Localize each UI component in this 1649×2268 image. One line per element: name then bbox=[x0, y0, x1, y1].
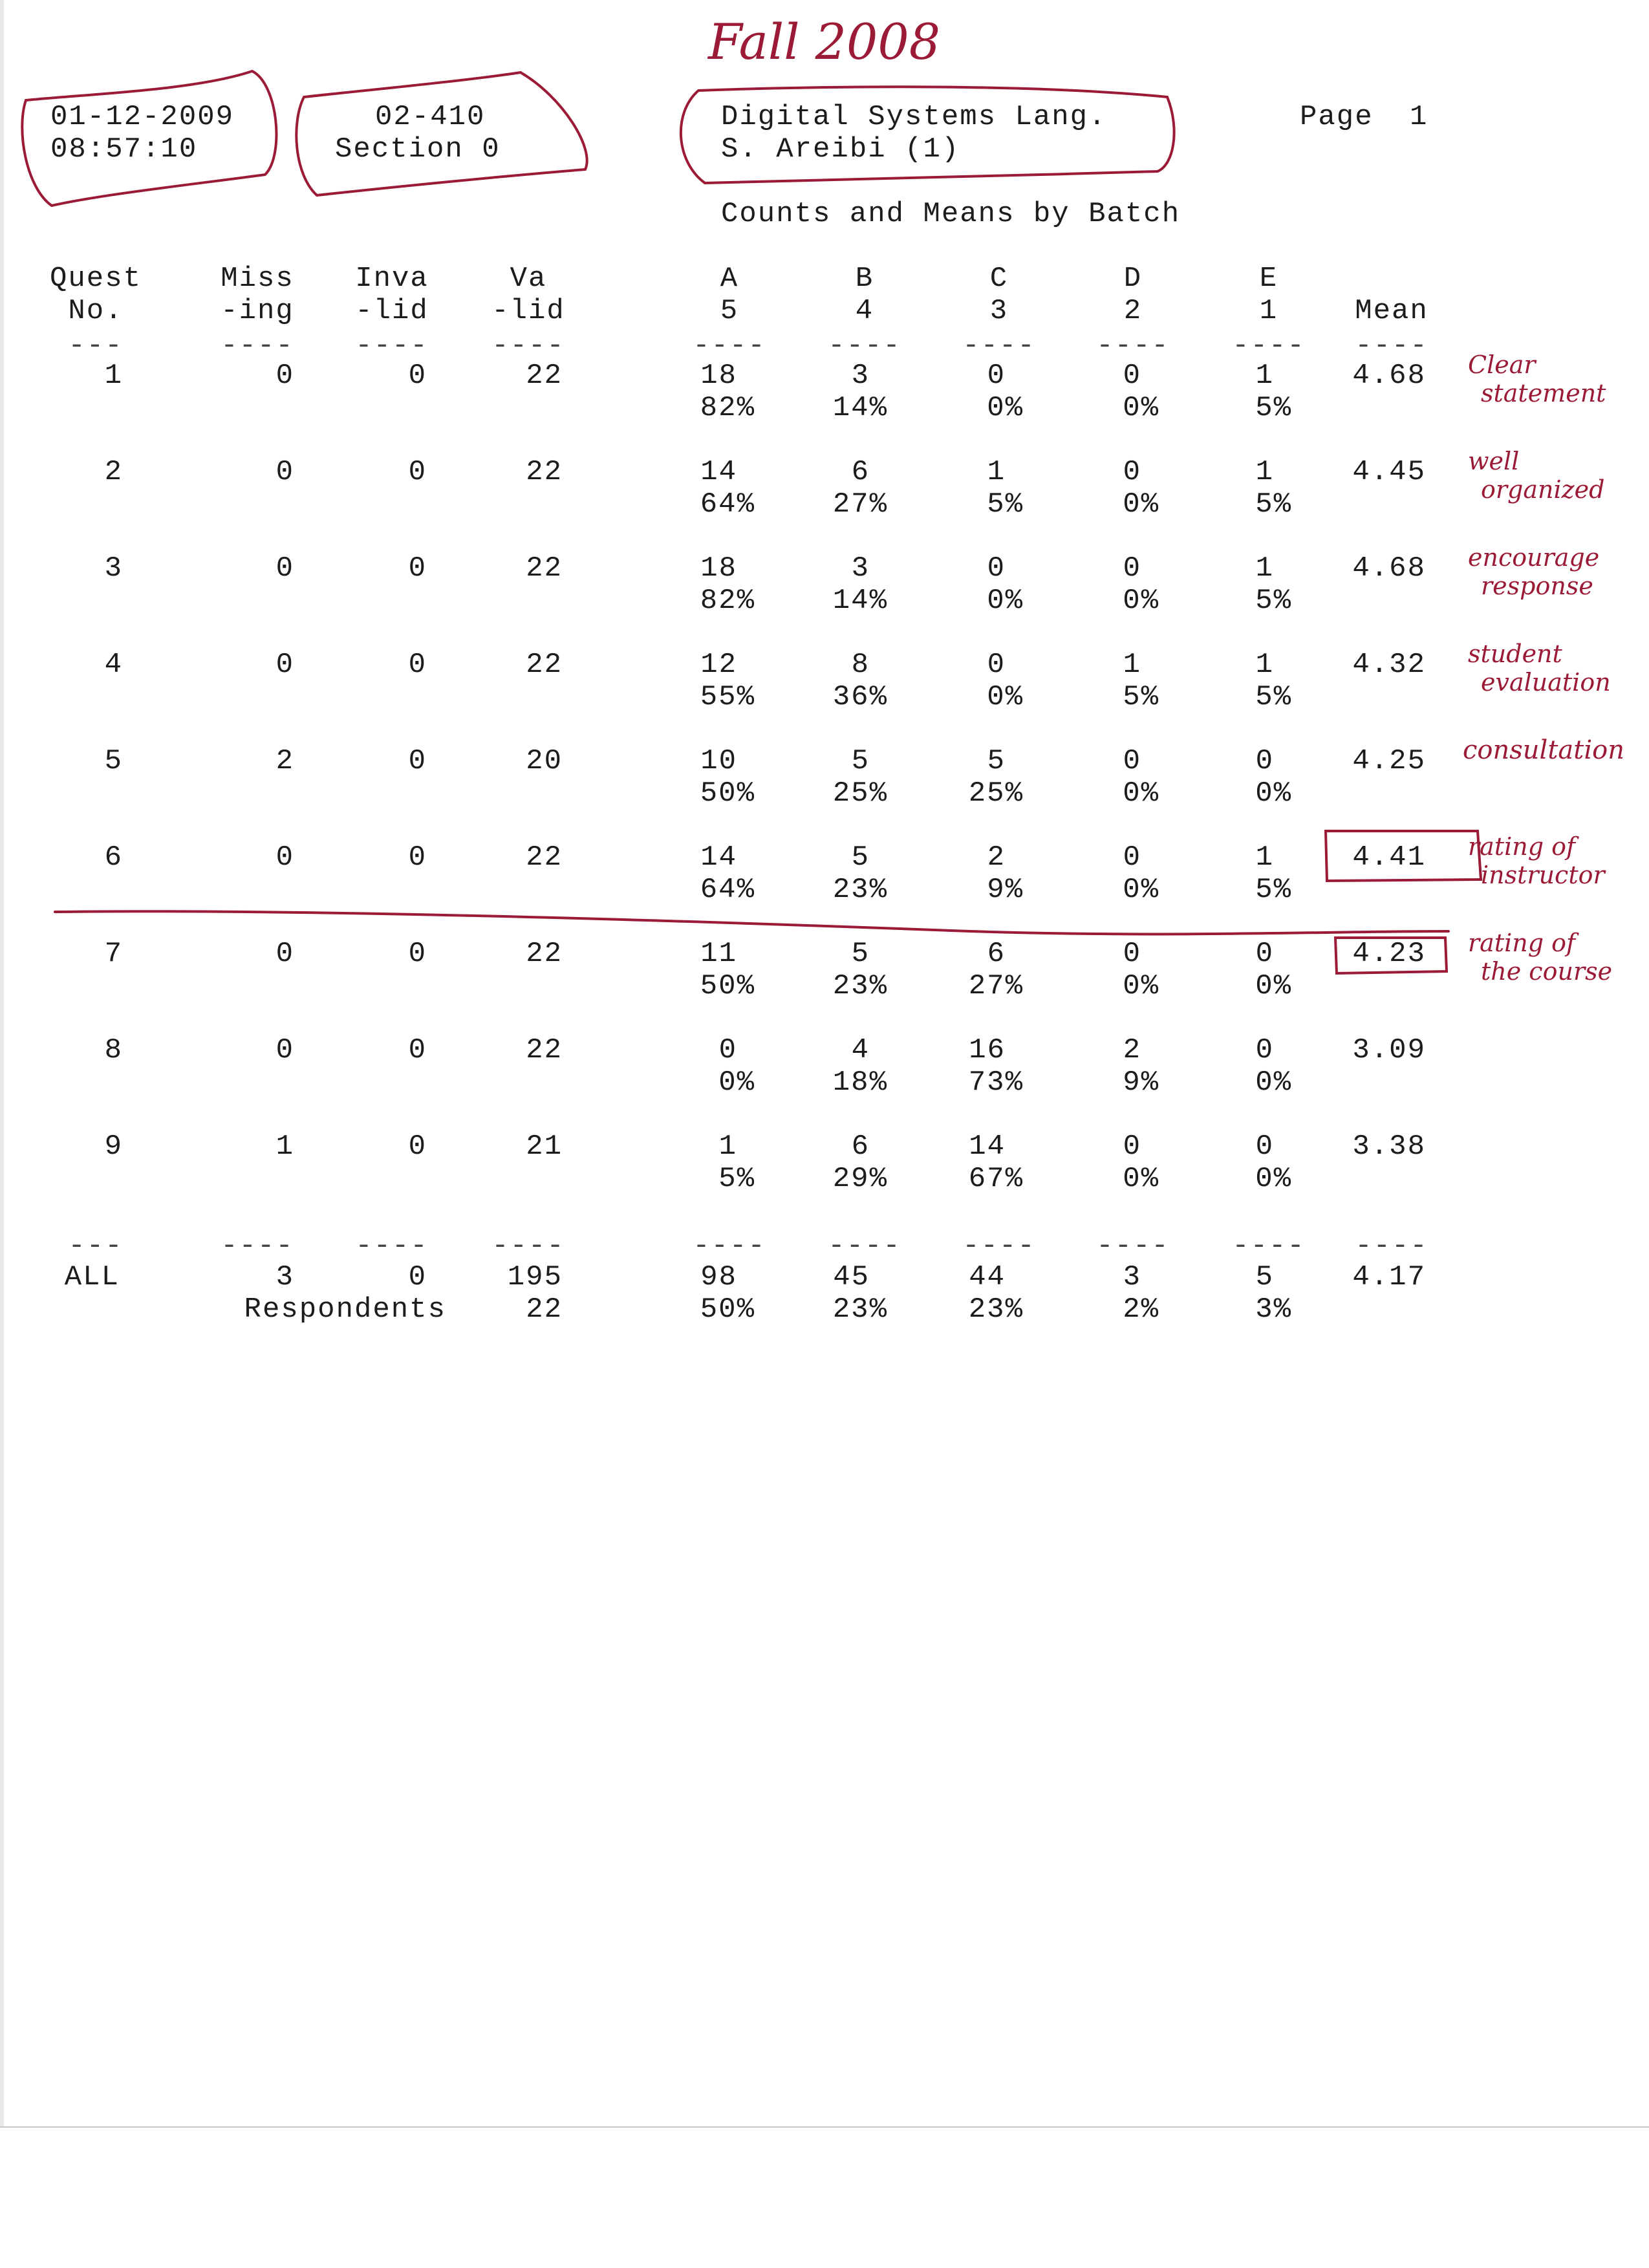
totals-percent-c: 23% bbox=[968, 1293, 1024, 1326]
invalid-count: 0 bbox=[408, 456, 427, 488]
count-a: 10 bbox=[700, 745, 737, 777]
column-header-quest: Quest bbox=[49, 263, 142, 295]
totals-count-e: 5 bbox=[1255, 1261, 1274, 1293]
totals-divider-b: ---- bbox=[828, 1230, 901, 1262]
mean-value: 4.41 bbox=[1352, 841, 1426, 874]
column-divider-valid: ---- bbox=[491, 330, 565, 362]
count-e: 1 bbox=[1255, 360, 1274, 392]
valid-count: 22 bbox=[526, 552, 563, 585]
count-b: 8 bbox=[851, 649, 870, 681]
count-d: 0 bbox=[1123, 1130, 1141, 1163]
percent-d: 9% bbox=[1123, 1066, 1159, 1099]
count-a: 0 bbox=[718, 1034, 737, 1066]
count-d: 0 bbox=[1123, 456, 1141, 488]
column-header-c: C bbox=[989, 263, 1009, 295]
header-date: 01-12-2009 bbox=[50, 101, 235, 133]
header-page-label: Page bbox=[1300, 101, 1374, 133]
count-d: 2 bbox=[1123, 1034, 1141, 1066]
percent-c: 25% bbox=[968, 777, 1024, 810]
percent-e: 5% bbox=[1255, 392, 1292, 424]
column-header-b: 4 bbox=[855, 295, 874, 327]
valid-count: 22 bbox=[526, 938, 563, 970]
count-e: 0 bbox=[1255, 1034, 1274, 1066]
missing-count: 0 bbox=[275, 649, 294, 681]
percent-c: 67% bbox=[968, 1163, 1024, 1195]
invalid-count: 0 bbox=[408, 649, 427, 681]
divider-ink-line bbox=[55, 911, 1449, 934]
note-line: organized bbox=[1481, 475, 1605, 504]
percent-a: 64% bbox=[700, 874, 755, 906]
mean-value: 3.38 bbox=[1352, 1130, 1426, 1163]
percent-e: 5% bbox=[1255, 488, 1292, 521]
header-page-number: 1 bbox=[1410, 101, 1428, 133]
totals-invalid: 0 bbox=[408, 1261, 427, 1293]
count-e: 0 bbox=[1255, 938, 1274, 970]
column-divider-missing: ---- bbox=[221, 330, 294, 362]
count-c: 0 bbox=[987, 552, 1006, 585]
invalid-count: 0 bbox=[408, 745, 427, 777]
column-header-c: 3 bbox=[989, 295, 1009, 327]
percent-e: 0% bbox=[1255, 1163, 1292, 1195]
mean-value: 4.32 bbox=[1352, 649, 1426, 681]
mean-value: 4.68 bbox=[1352, 360, 1426, 392]
totals-percent-d: 2% bbox=[1123, 1293, 1159, 1326]
question-number: 6 bbox=[104, 841, 123, 874]
column-divider-b: ---- bbox=[828, 330, 901, 362]
totals-count-c: 44 bbox=[969, 1261, 1006, 1293]
column-divider-a: ---- bbox=[693, 330, 766, 362]
percent-e: 5% bbox=[1255, 585, 1292, 617]
count-b: 4 bbox=[851, 1034, 870, 1066]
invalid-count: 0 bbox=[408, 552, 427, 585]
respondents-count: 22 bbox=[526, 1293, 563, 1326]
invalid-count: 0 bbox=[408, 841, 427, 874]
question-number: 7 bbox=[104, 938, 123, 970]
count-c: 2 bbox=[987, 841, 1006, 874]
totals-divider-invalid: ---- bbox=[355, 1230, 429, 1262]
count-c: 5 bbox=[987, 745, 1006, 777]
note-line: the course bbox=[1481, 957, 1613, 986]
count-e: 1 bbox=[1255, 456, 1274, 488]
percent-d: 0% bbox=[1123, 777, 1159, 810]
percent-b: 27% bbox=[832, 488, 888, 521]
note-line: well bbox=[1468, 447, 1520, 475]
totals-count-b: 45 bbox=[833, 1261, 870, 1293]
count-c: 0 bbox=[987, 360, 1006, 392]
column-header-mean: Mean bbox=[1355, 295, 1428, 327]
totals-divider-a: ---- bbox=[693, 1230, 766, 1262]
count-d: 0 bbox=[1123, 552, 1141, 585]
handwritten-note bbox=[1468, 929, 1612, 986]
valid-count: 22 bbox=[526, 1034, 563, 1066]
handwritten-note bbox=[1468, 351, 1606, 407]
percent-e: 0% bbox=[1255, 970, 1292, 1002]
percent-b: 36% bbox=[832, 681, 888, 713]
valid-count: 22 bbox=[526, 841, 563, 874]
column-header-d: 2 bbox=[1123, 295, 1143, 327]
totals-divider-mean: ---- bbox=[1355, 1230, 1428, 1262]
header-course-name: Digital Systems Lang. bbox=[721, 101, 1107, 133]
column-header-a: 5 bbox=[720, 295, 739, 327]
report-title: Counts and Means by Batch bbox=[721, 198, 1181, 230]
percent-a: 64% bbox=[700, 488, 755, 521]
question-number: 9 bbox=[104, 1130, 123, 1163]
percent-a: 82% bbox=[700, 392, 755, 424]
invalid-count: 0 bbox=[408, 1034, 427, 1066]
column-header-invalid: -lid bbox=[355, 295, 429, 327]
percent-a: 82% bbox=[700, 585, 755, 617]
totals-valid: 195 bbox=[507, 1261, 563, 1293]
count-b: 6 bbox=[851, 1130, 870, 1163]
percent-a: 0% bbox=[718, 1066, 755, 1099]
count-c: 14 bbox=[969, 1130, 1006, 1163]
mean-value: 4.68 bbox=[1352, 552, 1426, 585]
count-e: 1 bbox=[1255, 552, 1274, 585]
missing-count: 2 bbox=[275, 745, 294, 777]
column-header-missing: -ing bbox=[221, 295, 294, 327]
note-line: encourage bbox=[1468, 543, 1600, 572]
mean-value: 3.09 bbox=[1352, 1034, 1426, 1066]
scan-bottom-margin bbox=[0, 2128, 1649, 2268]
count-e: 0 bbox=[1255, 1130, 1274, 1163]
column-divider-d: ---- bbox=[1096, 330, 1170, 362]
count-a: 11 bbox=[700, 938, 737, 970]
header-section: Section 0 bbox=[335, 133, 501, 166]
column-header-b: B bbox=[855, 263, 874, 295]
totals-divider-e: ---- bbox=[1232, 1230, 1306, 1262]
percent-a: 50% bbox=[700, 777, 755, 810]
note-line: instructor bbox=[1481, 861, 1605, 889]
valid-count: 20 bbox=[526, 745, 563, 777]
column-divider-mean: ---- bbox=[1355, 330, 1428, 362]
invalid-count: 0 bbox=[408, 360, 427, 392]
count-c: 6 bbox=[987, 938, 1006, 970]
percent-a: 55% bbox=[700, 681, 755, 713]
missing-count: 0 bbox=[275, 456, 294, 488]
handwritten-note bbox=[1468, 640, 1611, 697]
totals-divider-missing: ---- bbox=[221, 1230, 294, 1262]
header-time: 08:57:10 bbox=[50, 133, 198, 166]
count-e: 0 bbox=[1255, 745, 1274, 777]
percent-c: 27% bbox=[968, 970, 1024, 1002]
percent-e: 5% bbox=[1255, 874, 1292, 906]
note-line: rating of bbox=[1468, 929, 1576, 957]
totals-label: ALL bbox=[64, 1261, 120, 1293]
totals-count-a: 98 bbox=[700, 1261, 737, 1293]
percent-a: 50% bbox=[700, 970, 755, 1002]
missing-count: 0 bbox=[275, 938, 294, 970]
percent-d: 0% bbox=[1123, 392, 1159, 424]
count-b: 5 bbox=[851, 745, 870, 777]
missing-count: 0 bbox=[275, 360, 294, 392]
handwritten-note bbox=[1468, 543, 1599, 600]
percent-c: 0% bbox=[987, 585, 1024, 617]
column-header-e: E bbox=[1259, 263, 1278, 295]
note-line: consultation bbox=[1463, 735, 1624, 765]
mean-value: 4.23 bbox=[1352, 938, 1426, 970]
percent-c: 73% bbox=[968, 1066, 1024, 1099]
count-b: 5 bbox=[851, 841, 870, 874]
count-c: 0 bbox=[987, 649, 1006, 681]
missing-count: 0 bbox=[275, 1034, 294, 1066]
percent-d: 0% bbox=[1123, 970, 1159, 1002]
invalid-count: 0 bbox=[408, 938, 427, 970]
column-header-quest: No. bbox=[68, 295, 124, 327]
percent-d: 0% bbox=[1123, 1163, 1159, 1195]
count-b: 5 bbox=[851, 938, 870, 970]
percent-b: 29% bbox=[832, 1163, 888, 1195]
percent-e: 5% bbox=[1255, 681, 1292, 713]
handwritten-note bbox=[1463, 736, 1624, 764]
percent-b: 14% bbox=[832, 585, 888, 617]
column-header-a: A bbox=[720, 263, 739, 295]
percent-b: 14% bbox=[832, 392, 888, 424]
column-header-missing: Miss bbox=[221, 263, 294, 295]
percent-b: 23% bbox=[832, 874, 888, 906]
percent-e: 0% bbox=[1255, 777, 1292, 810]
note-line: statement bbox=[1481, 379, 1606, 407]
column-header-invalid: Inva bbox=[355, 263, 429, 295]
invalid-count: 0 bbox=[408, 1130, 427, 1163]
note-line: rating of bbox=[1468, 832, 1576, 861]
percent-c: 0% bbox=[987, 392, 1024, 424]
count-b: 3 bbox=[851, 360, 870, 392]
question-number: 4 bbox=[104, 649, 123, 681]
valid-count: 22 bbox=[526, 649, 563, 681]
column-header-valid: -lid bbox=[491, 295, 565, 327]
count-d: 0 bbox=[1123, 360, 1141, 392]
valid-count: 21 bbox=[526, 1130, 563, 1163]
count-d: 1 bbox=[1123, 649, 1141, 681]
totals-count-d: 3 bbox=[1123, 1261, 1141, 1293]
note-line: Clear bbox=[1468, 351, 1536, 379]
percent-d: 0% bbox=[1123, 585, 1159, 617]
question-number: 2 bbox=[104, 456, 123, 488]
totals-divider-quest: --- bbox=[68, 1230, 124, 1262]
count-b: 3 bbox=[851, 552, 870, 585]
count-d: 0 bbox=[1123, 745, 1141, 777]
count-a: 14 bbox=[700, 841, 737, 874]
count-a: 1 bbox=[718, 1130, 737, 1163]
count-c: 1 bbox=[987, 456, 1006, 488]
column-divider-c: ---- bbox=[962, 330, 1036, 362]
note-line: response bbox=[1481, 572, 1593, 600]
percent-d: 5% bbox=[1123, 681, 1159, 713]
mean-value: 4.25 bbox=[1352, 745, 1426, 777]
mean-value: 4.45 bbox=[1352, 456, 1426, 488]
count-a: 12 bbox=[700, 649, 737, 681]
question-number: 5 bbox=[104, 745, 123, 777]
totals-divider-d: ---- bbox=[1096, 1230, 1170, 1262]
note-line: student bbox=[1468, 640, 1562, 668]
count-a: 18 bbox=[700, 552, 737, 585]
percent-a: 5% bbox=[718, 1163, 755, 1195]
totals-percent-e: 3% bbox=[1255, 1293, 1292, 1326]
percent-e: 0% bbox=[1255, 1066, 1292, 1099]
column-divider-invalid: ---- bbox=[355, 330, 429, 362]
count-e: 1 bbox=[1255, 841, 1274, 874]
valid-count: 22 bbox=[526, 360, 563, 392]
question-number: 8 bbox=[104, 1034, 123, 1066]
percent-b: 25% bbox=[832, 777, 888, 810]
percent-d: 0% bbox=[1123, 488, 1159, 521]
header-course-code: 02-410 bbox=[375, 101, 486, 133]
count-d: 0 bbox=[1123, 841, 1141, 874]
count-e: 1 bbox=[1255, 649, 1274, 681]
column-header-e: 1 bbox=[1259, 295, 1278, 327]
percent-b: 23% bbox=[832, 970, 888, 1002]
count-b: 6 bbox=[851, 456, 870, 488]
column-header-valid: Va bbox=[510, 263, 547, 295]
percent-d: 0% bbox=[1123, 874, 1159, 906]
column-header-d: D bbox=[1123, 263, 1143, 295]
column-divider-e: ---- bbox=[1232, 330, 1306, 362]
count-c: 16 bbox=[969, 1034, 1006, 1066]
totals-percent-b: 23% bbox=[832, 1293, 888, 1326]
handwritten-note bbox=[1468, 447, 1604, 504]
count-a: 18 bbox=[700, 360, 737, 392]
totals-divider-valid: ---- bbox=[491, 1230, 565, 1262]
header-instructor: S. Areibi (1) bbox=[721, 133, 960, 166]
question-number: 3 bbox=[104, 552, 123, 585]
handwritten-note bbox=[1468, 832, 1605, 889]
percent-c: 0% bbox=[987, 681, 1024, 713]
column-divider-quest: --- bbox=[68, 330, 124, 362]
totals-missing: 3 bbox=[275, 1261, 294, 1293]
totals-mean: 4.17 bbox=[1352, 1261, 1426, 1293]
question-number: 1 bbox=[104, 360, 123, 392]
note-line: evaluation bbox=[1481, 668, 1611, 697]
count-a: 14 bbox=[700, 456, 737, 488]
missing-count: 1 bbox=[275, 1130, 294, 1163]
totals-divider-c: ---- bbox=[962, 1230, 1036, 1262]
percent-c: 9% bbox=[987, 874, 1024, 906]
respondents-label: Respondents bbox=[244, 1293, 446, 1326]
count-d: 0 bbox=[1123, 938, 1141, 970]
percent-c: 5% bbox=[987, 488, 1024, 521]
valid-count: 22 bbox=[526, 456, 563, 488]
handwritten-title: Fall 2008 bbox=[708, 13, 941, 70]
missing-count: 0 bbox=[275, 841, 294, 874]
percent-b: 18% bbox=[832, 1066, 888, 1099]
missing-count: 0 bbox=[275, 552, 294, 585]
totals-percent-a: 50% bbox=[700, 1293, 755, 1326]
